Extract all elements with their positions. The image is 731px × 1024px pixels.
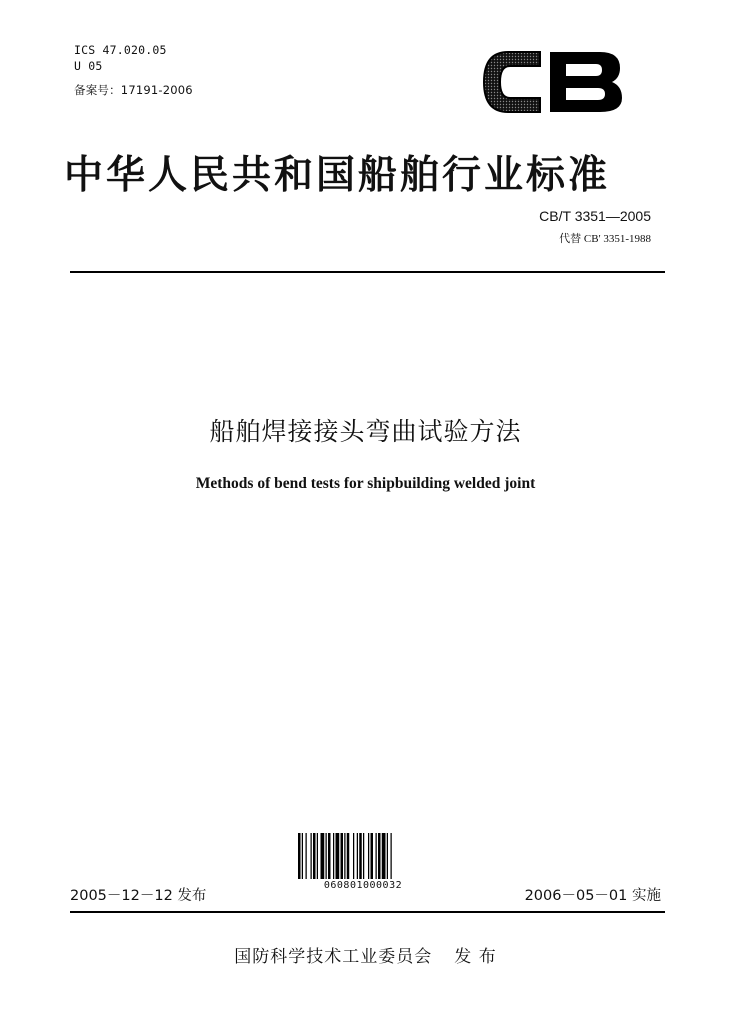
barcode-bar: [326, 833, 327, 879]
barcode-bar: [341, 833, 344, 879]
replaces-standard: 代替 CB' 3351-1988: [559, 233, 651, 245]
barcode-bar: [387, 833, 388, 879]
barcode-bar: [302, 833, 303, 879]
barcode: [297, 833, 429, 879]
barcode-bar: [333, 833, 334, 879]
barcode-bar: [368, 833, 369, 879]
barcode-bar: [359, 833, 362, 879]
barcode-bar: [376, 833, 377, 879]
bottom-divider: [70, 911, 665, 913]
issue-date: 2005－12－12 发布: [70, 888, 207, 904]
publisher-action: 发 布: [454, 947, 497, 967]
barcode-bar: [328, 833, 331, 879]
barcode-bar: [363, 833, 364, 879]
barcode-bar: [344, 833, 345, 879]
barcode-bar: [353, 833, 354, 879]
publisher: [0, 942, 731, 967]
document-title-english: Methods of bend tests for shipbuilding welded joint: [195, 475, 536, 492]
standard-number: CB/T 3351—2005: [539, 208, 651, 224]
record-number: 备案号：17191-2006: [74, 83, 193, 97]
barcode-number: 060801000032: [323, 880, 403, 891]
barcode-bar: [357, 833, 358, 879]
implementation-date: 2006－05－01 实施: [524, 888, 661, 904]
barcode-bar: [378, 833, 381, 879]
barcode-bar: [311, 833, 312, 879]
barcode-bar: [321, 833, 325, 879]
barcode-bar: [317, 833, 318, 879]
barcode-bar: [347, 833, 350, 879]
barcode-bar: [298, 833, 301, 879]
barcode-bar: [382, 833, 386, 879]
top-divider: [70, 271, 665, 273]
main-title: 中华人民共和国船舶行业标准: [64, 153, 611, 198]
barcode-bar: [371, 833, 374, 879]
ccs-code: U 05: [74, 59, 103, 73]
document-title-chinese: 船舶焊接接头弯曲试验方法: [209, 417, 522, 446]
barcode-bar: [391, 833, 392, 879]
barcode-bar: [313, 833, 316, 879]
ics-code: ICS 47.020.05: [74, 43, 167, 57]
publisher-name: 国防科学技术工业委员会: [234, 947, 433, 967]
barcode-bar: [336, 833, 340, 879]
barcode-bar: [306, 833, 307, 879]
cb-logo: [478, 46, 628, 118]
